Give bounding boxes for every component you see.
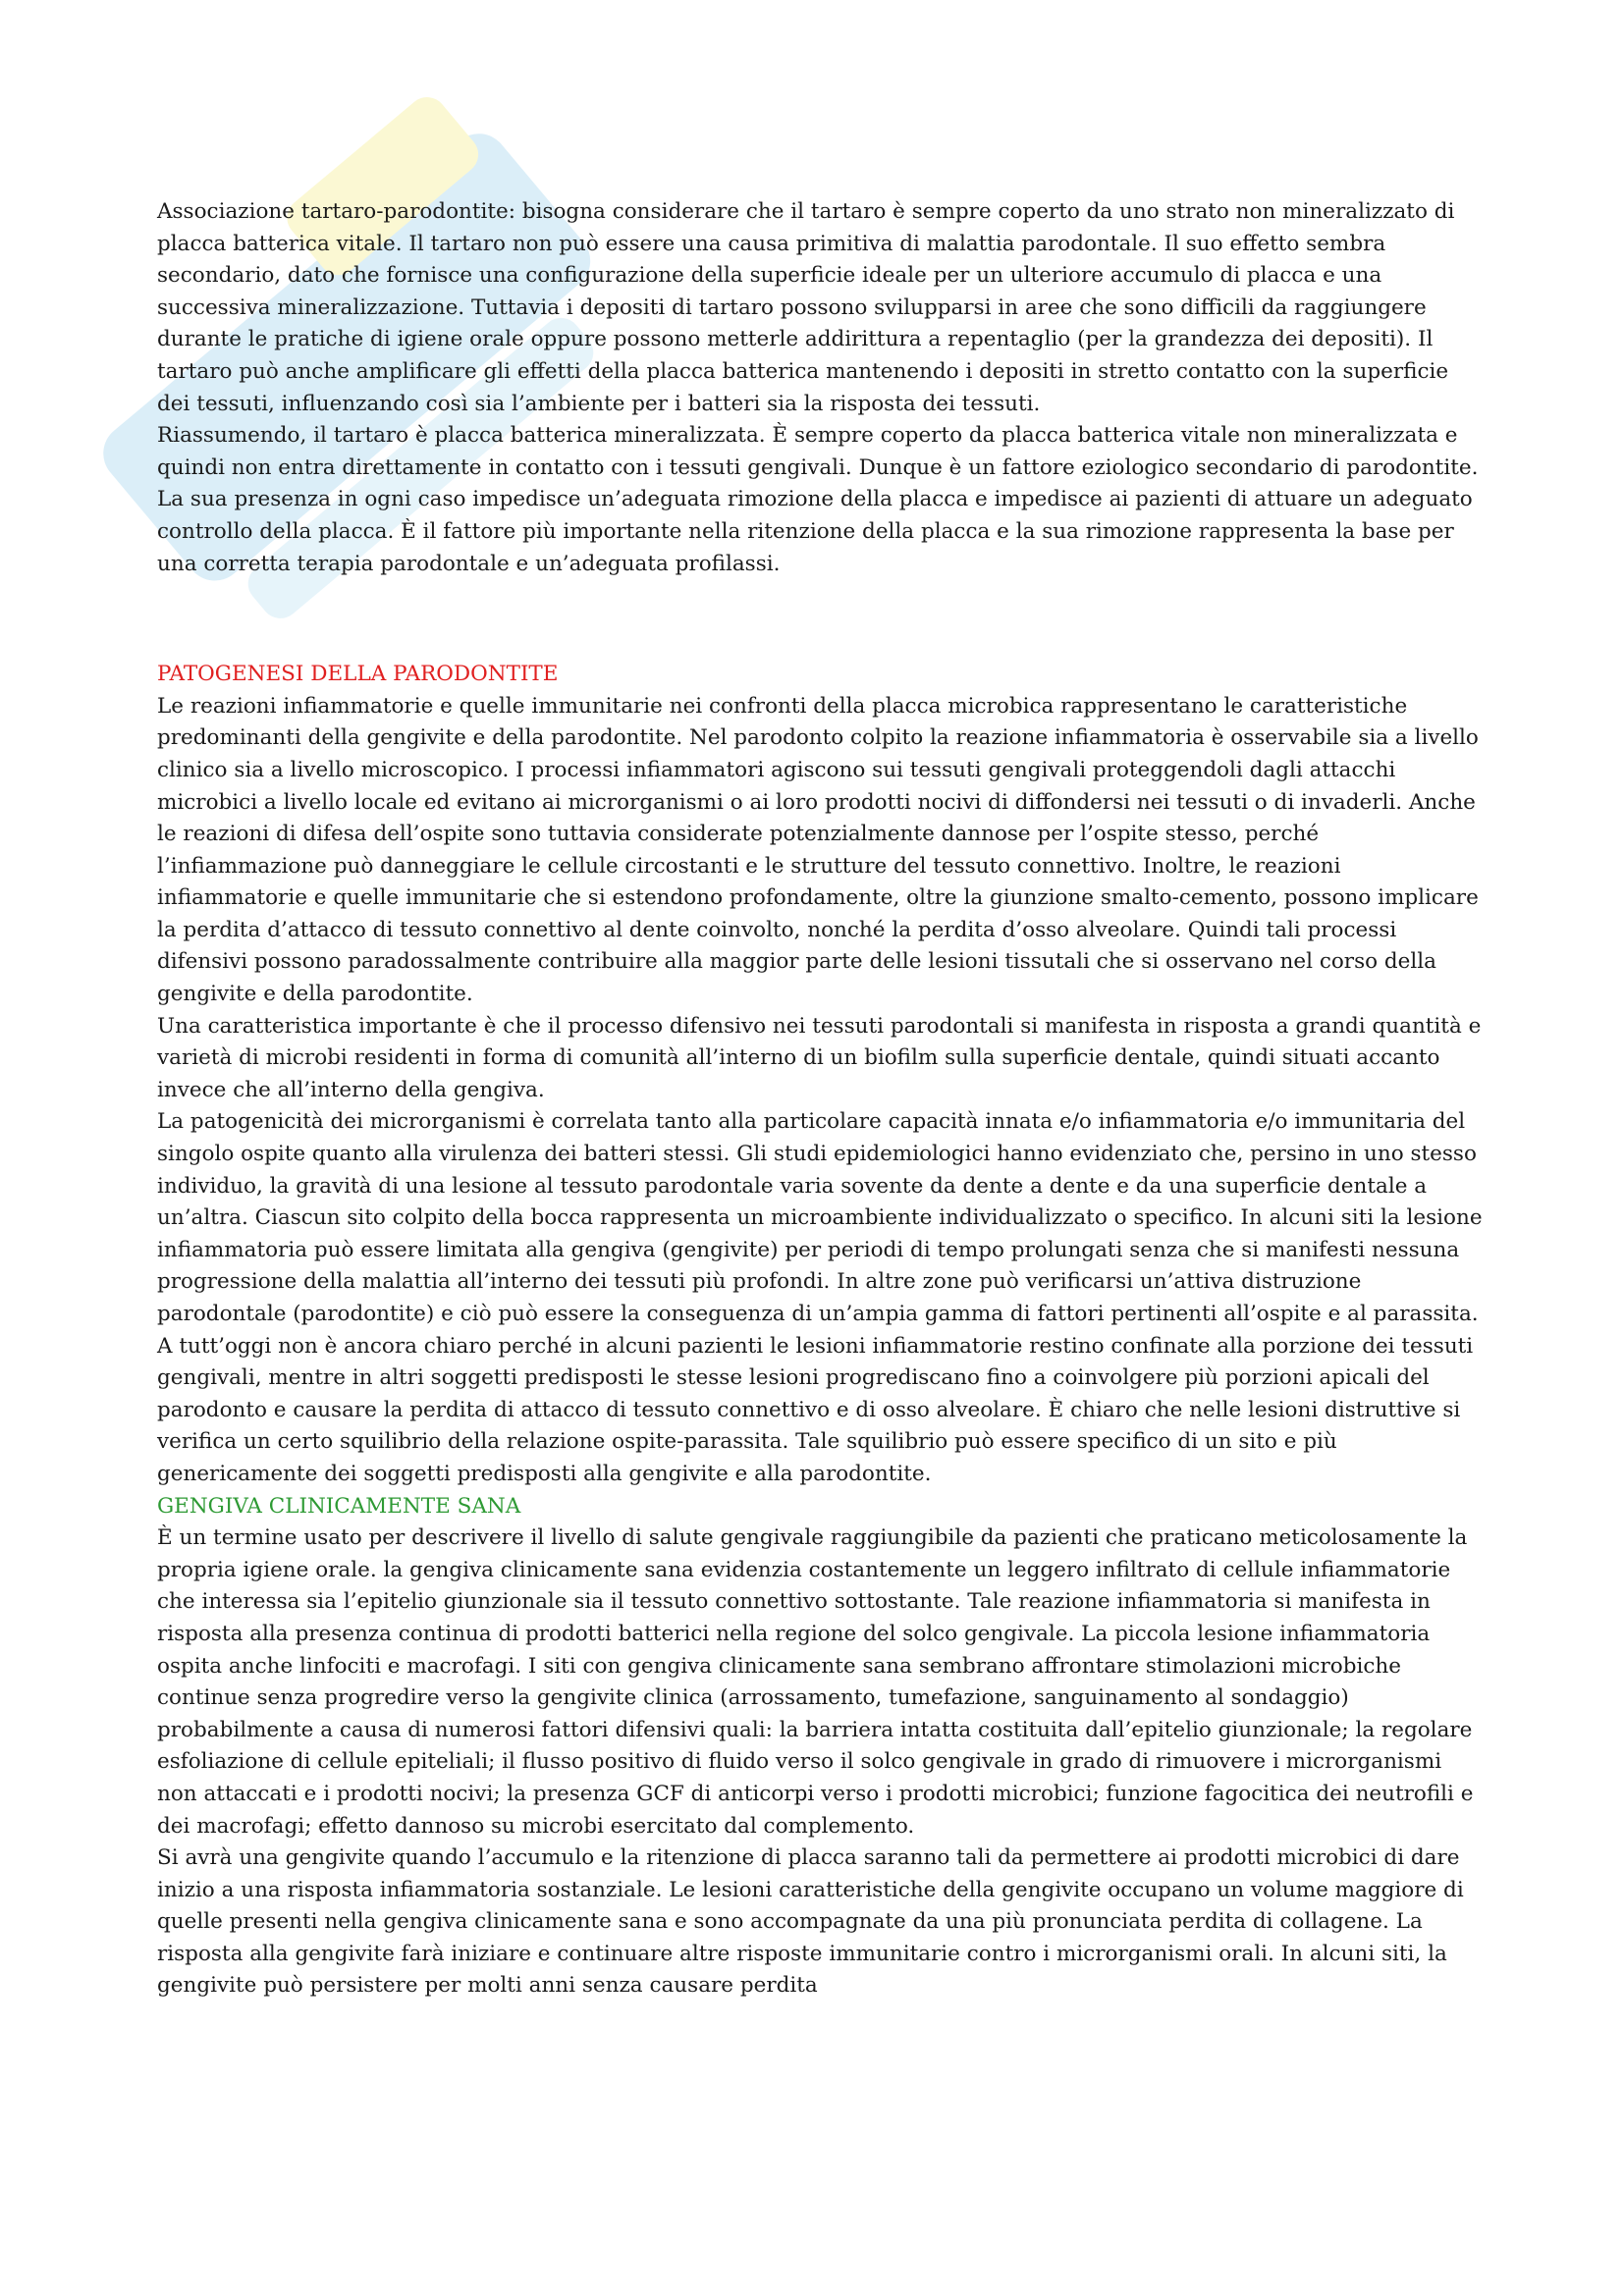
gengiva-paragraph-1: È un termine usato per descrivere il livello di salute gengivale raggiungibile da pazienti che praticano meticolosamente la propria igiene orale. la gengiva clinicamente sana evidenzia costantemente un leggero infiltrato di cellule infiammatorie che interessa sia l’epitelio giunzionale sia il tessuto connettivo sottostante. Tale reazione infiammatoria si manifesta in risposta alla presenza continua di prodotti batterici nella regione del solco gengivale. La piccola lesione infiammatoria ospita anche linfociti e macrofagi. I siti con gengiva clinicamente sana sembrano affrontare stimolazioni microbiche continue senza progredire verso la gengivite clinica (arrossamento, tumefazione, sanguinamento al sondaggio) probabilmente a causa di numerosi fattori difensivi quali: la barriera intatta costituita dall’epitelio giunzionale; la regolare esfoliazione di cellule epiteliali; il flusso positivo di fluido verso il solco gengivale in grado di rimuovere i microrganismi non attaccati e i prodotti nocivi; la presenza GCF di anticorpi verso i prodotti microbici; funzione fagocitica dei neutrofili e dei macrofagi; effetto dannoso su microbi esercitato dal complemento. [157,1525,1474,1839]
intro-paragraph-1: Associazione tartaro-parodontite: bisogna considerare che il tartaro è sempre coperto da uno strato non mineralizzato di placca batterica vitale. Il tartaro non può essere una causa primitiva di malattia parodontale. Il suo effetto sembra secondario, dato che fornisce una configurazione della superficie ideale per un ulteriore accumulo di placca e una successiva mineralizzazione. Tuttavia i depositi di tartaro possono svilupparsi in aree che sono difficili da raggiungere durante le pratiche di igiene orale oppure possono metterle addirittura a repentaglio (per la grandezza dei depositi). Il tartaro può anche amplificare gli effetti della placca batterica mantenendo i depositi in stretto contatto con la superficie dei tessuti, influenzando così sia l’ambiente per i batteri sia la risposta dei tessuti. [157,199,1455,416]
section-heading-gengiva-sana: GENGIVA CLINICAMENTE SANA [157,1493,521,1519]
patogenesi-paragraph-2: Una caratteristica importante è che il processo difensivo nei tessuti parodontali si manifesta in risposta a grandi quantità e varietà di microbi residenti in forma di comunità all’interno di un biofilm sulla superficie dentale, quindi situati accanto invece che all’interno della gengiva. [157,1013,1482,1102]
patogenesi-paragraph-1: Le reazioni infiammatorie e quelle immunitarie nei confronti della placca microbica rappresentano le caratteristiche predominanti della gengivite e della parodontite. Nel parodonto colpito la reazione infiammatoria è osservabile sia a livello clinico sia a livello microscopico. I processi infiammatori agiscono sui tessuti gengivali proteggendoli dagli attacchi microbici a livello locale ed evitano ai microrganismi o ai loro prodotti nocivi di diffondersi nei tessuti o di invaderli. Anche le reazioni di difesa dell’ospite sono tuttavia considerate potenzialmente dannose per l’ospite stesso, perché l’infiammazione può danneggiare le cellule circostanti e le strutture del tessuto connettivo. Inoltre, le reazioni infiammatorie e quelle immunitarie che si estendono profondamente, oltre la giunzione smalto-cemento, possono implicare la perdita d’attacco di tessuto connettivo al dente coinvolto, nonché la perdita d’osso alveolare. Quindi tali processi difensivi possono paradossalmente contribuire alla maggior parte delle lesioni tissutali che si osservano nel corso della gengivite e della parodontite. [157,693,1479,1007]
document-body [157,196,1483,2002]
patogenesi-paragraph-3: La patogenicità dei microrganismi è correlata tanto alla particolare capacità innata e/o infiammatoria e/o immunitaria del singolo ospite quanto alla virulenza dei batteri stessi. Gli studi epidemiologici hanno evidenziato che, persino in uno stesso individuo, la gravità di una lesione al tessuto parodontale varia sovente da dente a dente e da una superficie dentale a un’altra. Ciascun sito colpito della bocca rappresenta un microambiente individualizzato o specifico. In alcuni siti la lesione infiammatoria può essere limitata alla gengiva (gengivite) per periodi di tempo prolungati senza che si manifesti nessuna progressione della malattia all’interno dei tessuti più profondi. In altre zone può verificarsi un’attiva distruzione parodontale (parodontite) e ciò può essere la conseguenza di un’ampia gamma di fattori pertinenti all’ospite e al parassita. A tutt’oggi non è ancora chiaro perché in alcuni pazienti le lesioni infiammatorie restino confinate alla porzione dei tessuti gengivali, mentre in altri soggetti predisposti le stesse lesioni progrediscano fino a coinvolgere più porzioni apicali del parodonto e causare la perdita di attacco di tessuto connettivo e di osso alveolare. È chiaro che nelle lesioni distruttive si verifica un certo squilibrio della relazione ospite-parassita. Tale squilibrio può essere specifico di un sito e più genericamente dei soggetti predisposti alla gengivite e alla parodontite. [157,1109,1483,1486]
intro-paragraph-2: Riassumendo, il tartaro è placca batterica mineralizzata. È sempre coperto da placca batterica vitale non mineralizzata e quindi non entra direttamente in contatto con i tessuti gengivali. Dunque è un fattore eziologico secondario di parodontite. La sua presenza in ogni caso impedisce un’adeguata rimozione della placca e impedisce ai pazienti di attuare un adeguato controllo della placca. È il fattore più importante nella ritenzione della placca e la sua rimozione rappresenta la base per una corretta terapia parodontale e un’adeguata profilassi. [157,423,1479,576]
section-heading-patogenesi: PATOGENESI DELLA PARODONTITE [157,662,559,687]
gengiva-paragraph-2: Si avrà una gengivite quando l’accumulo e la ritenzione di placca saranno tali da permettere ai prodotti microbici di dare inizio a una risposta infiammatoria sostanziale. Le lesioni caratteristiche della gengivite occupano un volume maggiore di quelle presenti nella gengiva clinicamente sana e sono accompagnate da una più pronunciata perdita di collagene. La risposta alla gengivite farà iniziare e continuare altre risposte immunitarie contro i microrganismi orali. In alcuni siti, la gengivite può persistere per molti anni senza causare perdita [157,1845,1464,1999]
section-spacer [157,580,1483,659]
